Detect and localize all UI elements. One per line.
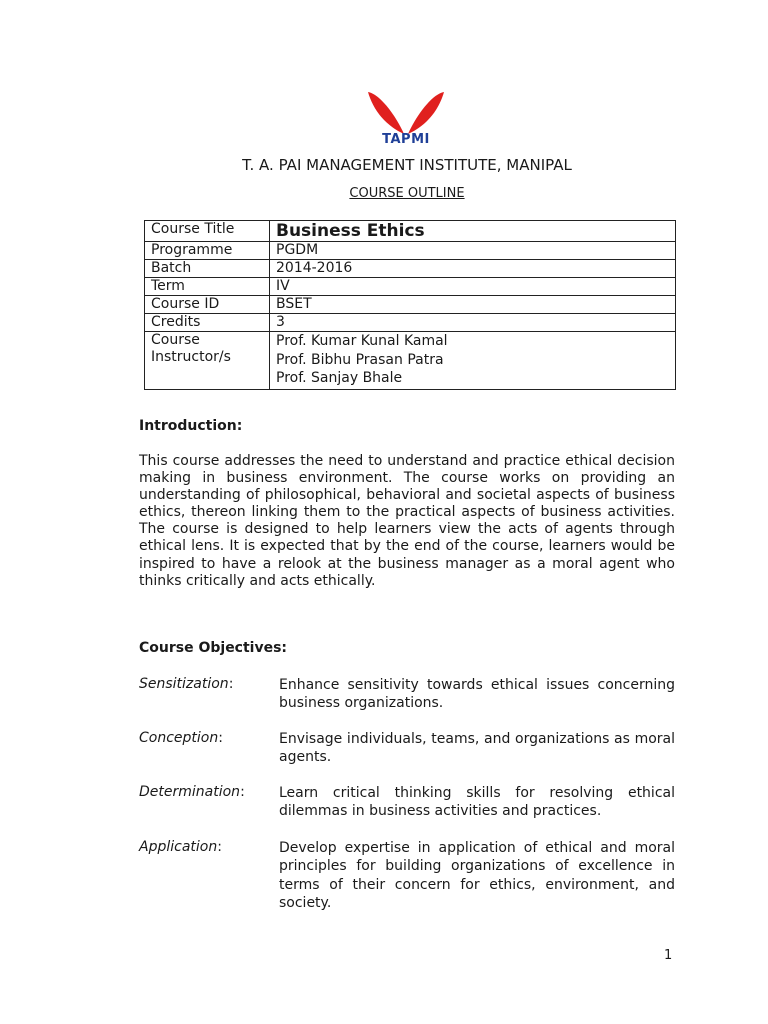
instructor-value	[270, 332, 676, 390]
instructor-label	[145, 332, 270, 390]
table-row	[145, 221, 676, 242]
document-title: COURSE OUTLINE	[349, 186, 465, 201]
objective-label-colon: :	[240, 784, 245, 800]
table-row	[145, 242, 676, 260]
objective-label	[139, 784, 245, 800]
objective-label-text: Sensitization	[139, 676, 229, 692]
table-row	[145, 296, 676, 314]
objective-label	[139, 730, 223, 746]
page-number: 1	[664, 948, 673, 963]
credits-label: Credits	[145, 314, 270, 332]
objectives-heading: Course Objectives:	[139, 640, 288, 656]
objective-label-colon: :	[218, 730, 223, 746]
objective-label-colon: :	[217, 839, 222, 855]
objective-label-colon: :	[228, 676, 234, 692]
term-label: Term	[145, 278, 270, 296]
butterfly-logo-icon	[366, 86, 446, 136]
objective-label	[139, 676, 233, 692]
objective-label-text: Application	[139, 839, 218, 855]
batch-label: Batch	[145, 260, 270, 278]
instructor-label-line-2: Instructor/s	[151, 349, 231, 365]
objective-label	[139, 839, 222, 855]
table-row	[145, 260, 676, 278]
table-row	[145, 278, 676, 296]
programme-value: PGDM	[270, 242, 676, 260]
course-info-table	[144, 220, 676, 390]
batch-value: 2014-2016	[270, 260, 676, 278]
term-value: IV	[270, 278, 676, 296]
objective-text: Learn critical thinking skills for resolving ethical dilemmas in business activities and practices.	[279, 785, 675, 820]
course-id-label: Course ID	[145, 296, 270, 314]
institute-name: T. A. PAI MANAGEMENT INSTITUTE, MANIPAL	[242, 156, 572, 174]
objective-text: Develop expertise in application of ethical and moral principles for building organizations of excellence in terms of their concern for ethics, environment, and society.	[279, 840, 675, 911]
course-title-value: Business Ethics	[270, 221, 676, 242]
objective-text: Envisage individuals, teams, and organizations as moral agents.	[279, 731, 675, 766]
introduction-text: This course addresses the need to understand and practice ethical decision making in business environment. The course works on providing an understanding of philosophical, behavioral and societal aspects of business ethics, thereon linking them to the practical aspects of business activities. The course is designed to help learners view the acts of agents through ethical lens. It is expected that by the end of the course, learners would be inspired to have a relook at the business manager as a moral agent who thinks critically and acts ethically.	[139, 453, 675, 589]
instructor-label-line-1: Course	[151, 332, 200, 348]
course-id-value: BSET	[270, 296, 676, 314]
objective-label-text: Conception	[139, 730, 219, 746]
introduction-heading: Introduction:	[139, 418, 243, 434]
instructor-name: Prof. Kumar Kunal Kamal	[276, 333, 448, 349]
instructor-name: Prof. Sanjay Bhale	[276, 370, 403, 386]
table-row	[145, 332, 676, 390]
logo-text: TAPMI	[382, 132, 430, 147]
instructor-name: Prof. Bibhu Prasan Patra	[276, 351, 444, 368]
credits-value: 3	[270, 314, 676, 332]
objective-text: Enhance sensitivity towards ethical issues concerning business organizations.	[279, 677, 675, 712]
table-row	[145, 314, 676, 332]
course-title-label: Course Title	[145, 221, 270, 242]
programme-label: Programme	[145, 242, 270, 260]
objective-label-text: Determination	[139, 784, 241, 800]
